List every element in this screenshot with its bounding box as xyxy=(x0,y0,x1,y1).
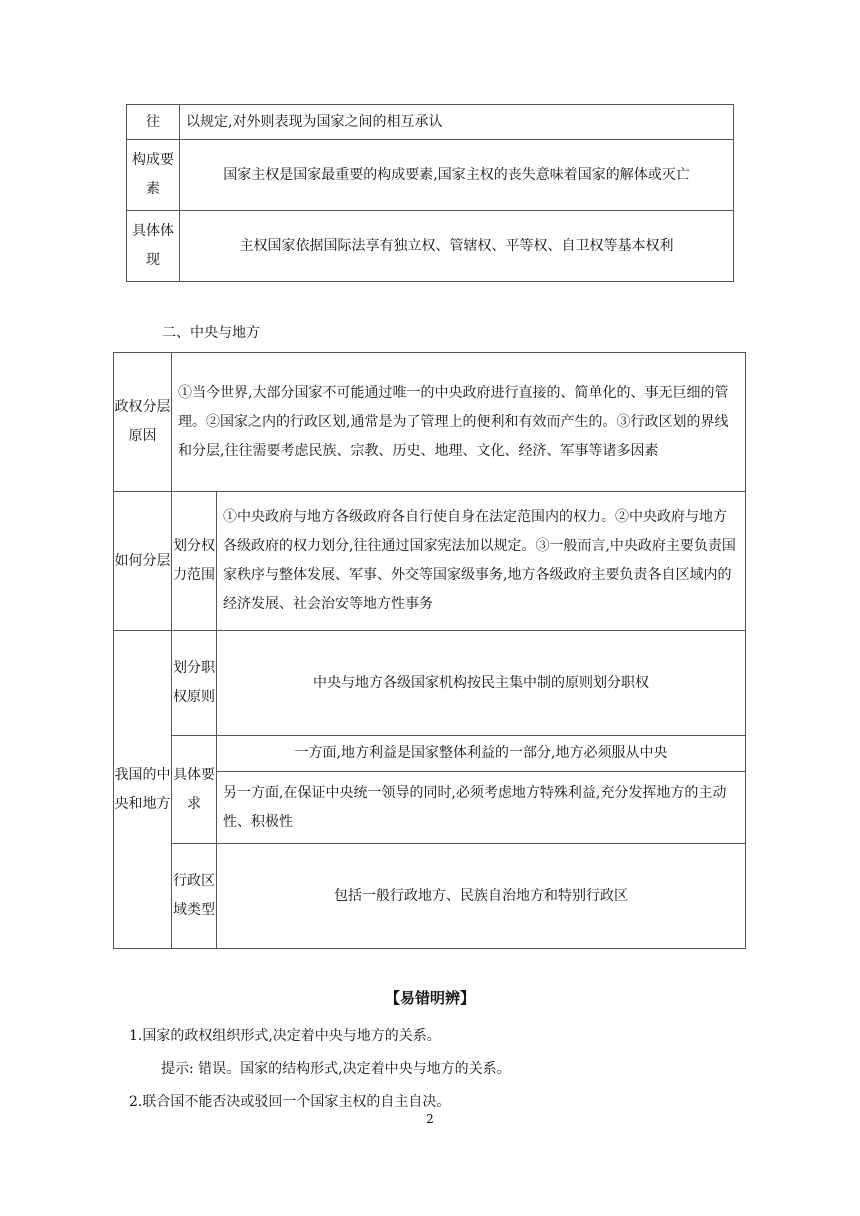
row-content: 国家主权是国家最重要的构成要素,国家主权的丧失意味着国家的解体或灭亡 xyxy=(180,140,734,211)
page-number: 2 xyxy=(426,1112,434,1126)
section-title: 二、中央与地方 xyxy=(162,325,260,341)
error-item-2: 2.联合国不能否决或驳回一个国家主权的自主自决。 xyxy=(129,1094,451,1110)
row-content: 另一方面,在保证中央统一领导的同时,必须考虑地方特殊利益,充分发挥地方的主动性、积极性 xyxy=(217,772,746,844)
row-sublabel: 行政区域类型 xyxy=(172,844,217,949)
row-sublabel: 划分权力范围 xyxy=(172,492,217,631)
row-label: 具体体现 xyxy=(127,211,180,282)
error-heading: 【易错明辨】 xyxy=(384,989,475,1007)
central-local-table xyxy=(113,352,746,949)
error-item-1: 1.国家的政权组织形式,决定着中央与地方的关系。 xyxy=(129,1028,441,1044)
row-content: ①当今世界,大部分国家不可能通过唯一的中央政府进行直接的、简单化的、事无巨细的管理。②国家之内的行政区划,通常是为了管理上的便利和有效而产生的。③行政区划的界线和分层,往往需要考虑民族、宗教、历史、地理、文化、经济、军事等诸多因素 xyxy=(172,353,746,492)
row-content: 一方面,地方利益是国家整体利益的一部分,地方必须服从中央 xyxy=(217,736,746,772)
sovereignty-table xyxy=(126,104,734,282)
row-label: 如何分层 xyxy=(114,492,172,631)
row-content: 以规定,对外则表现为国家之间的相互承认 xyxy=(180,105,734,140)
row-content: 中央与地方各级国家机构按民主集中制的原则划分职权 xyxy=(217,631,746,736)
row-sublabel: 具体要求 xyxy=(172,736,217,844)
row-content: 包括一般行政地方、民族自治地方和特别行政区 xyxy=(217,844,746,949)
row-label: 构成要素 xyxy=(127,140,180,211)
group-label: 我国的中央和地方 xyxy=(114,631,172,949)
row-label: 往 xyxy=(127,105,180,140)
row-label: 政权分层原因 xyxy=(114,353,172,492)
row-content: 主权国家依据国际法享有独立权、管辖权、平等权、自卫权等基本权利 xyxy=(180,211,734,282)
error-hint-1: 提示: 错误。国家的结构形式,决定着中央与地方的关系。 xyxy=(161,1061,511,1077)
row-sublabel: 划分职权原则 xyxy=(172,631,217,736)
row-content: ①中央政府与地方各级政府各自行使自身在法定范围内的权力。②中央政府与地方各级政府的权力划分,往往通过国家宪法加以规定。③一般而言,中央政府主要负责国家秩序与整体发展、军事、外交等国家级事务,地方各级政府主要负责各自区域内的经济发展、社会治安等地方性事务 xyxy=(217,492,746,631)
